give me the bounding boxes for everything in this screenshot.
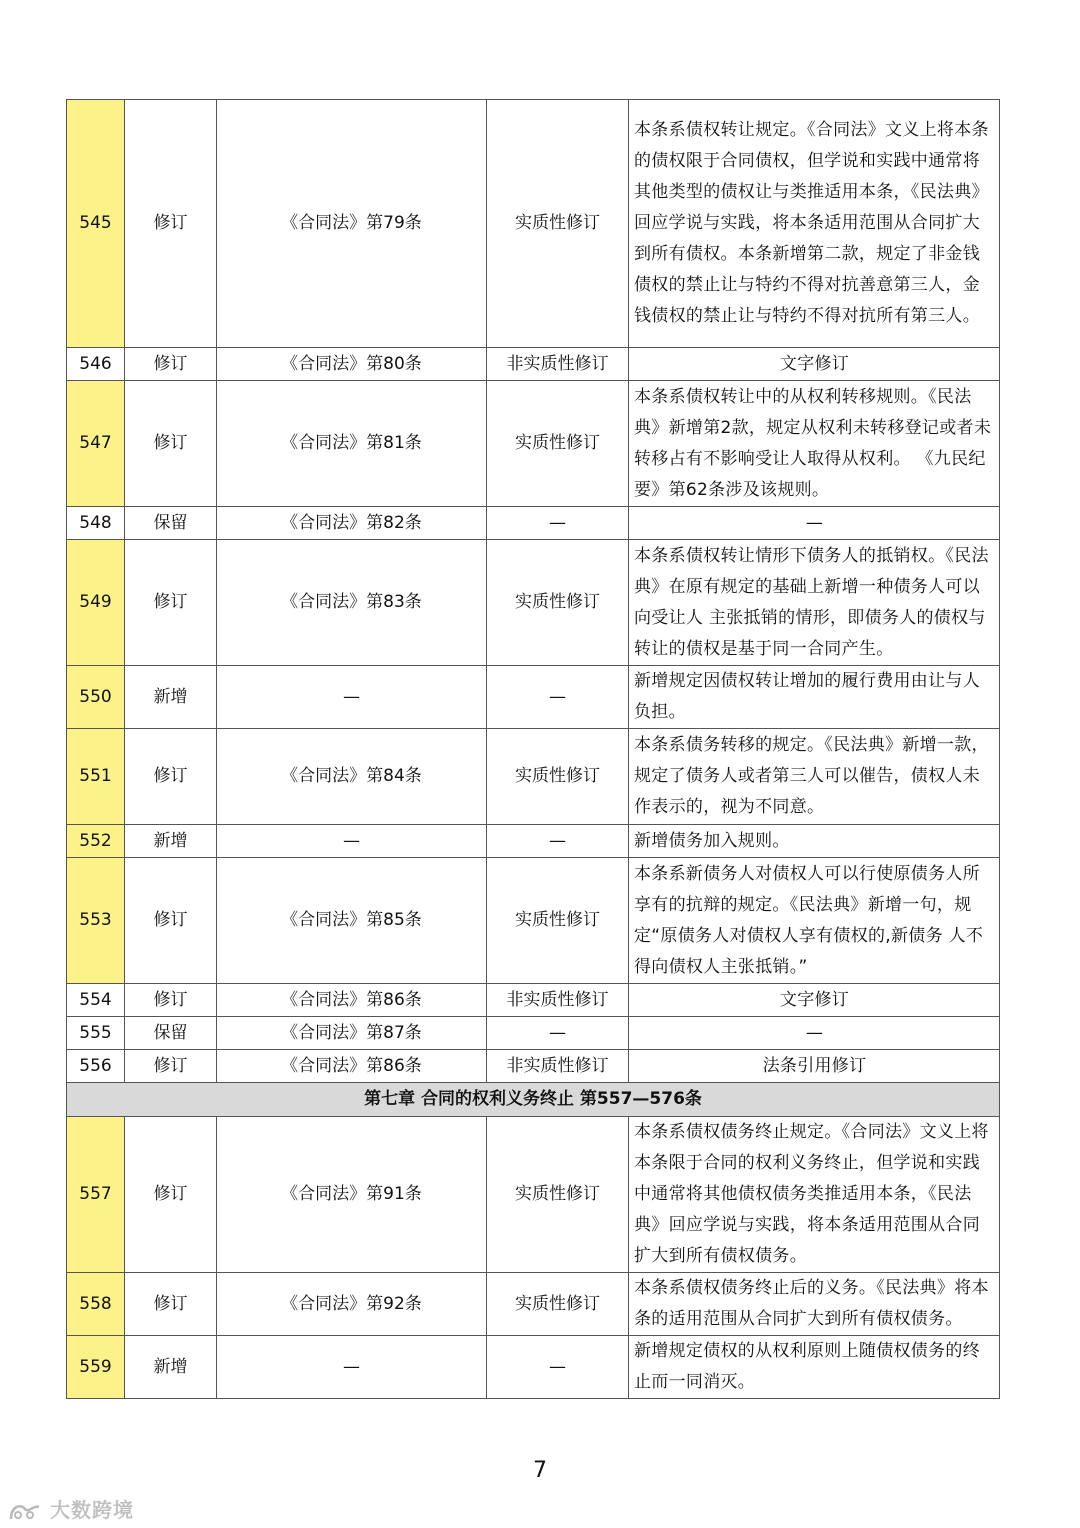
- change-type: 修订: [125, 348, 217, 381]
- table-row: [67, 1273, 1000, 1336]
- table-row: [67, 540, 1000, 666]
- table-row: [67, 507, 1000, 540]
- source-article: 《合同法》第80条: [217, 348, 487, 381]
- change-type: 新增: [125, 1336, 217, 1399]
- amendment-table: [66, 99, 1000, 1399]
- table-row: [67, 729, 1000, 825]
- article-number: 559: [67, 1336, 125, 1399]
- change-nature: 实质性修订: [487, 1117, 629, 1273]
- change-type: 修订: [125, 729, 217, 825]
- article-number: 552: [67, 825, 125, 858]
- table-row: [67, 666, 1000, 729]
- table-row: [67, 1336, 1000, 1399]
- source-article: 《合同法》第79条: [217, 100, 487, 348]
- change-type: 修订: [125, 858, 217, 984]
- source-article: 《合同法》第82条: [217, 507, 487, 540]
- change-description: 本条系新债务人对债权人可以行使原债务人所享有的抗辩的规定。《民法典》新增一句，规定“原债务人对债权人享有债权的,新债务 人不得向债权人主张抵销。”: [629, 858, 1000, 984]
- change-description: 本条系债权债务终止后的义务。《民法典》将本条的适用范围从合同扩大到所有债权债务。: [629, 1273, 1000, 1336]
- change-description: —: [629, 507, 1000, 540]
- source-article: 《合同法》第86条: [217, 984, 487, 1017]
- change-nature: 非实质性修订: [487, 1050, 629, 1083]
- change-type: 修订: [125, 1050, 217, 1083]
- change-description: 法条引用修订: [629, 1050, 1000, 1083]
- article-number: 548: [67, 507, 125, 540]
- article-number: 556: [67, 1050, 125, 1083]
- change-type: 修订: [125, 540, 217, 666]
- change-type: 修订: [125, 1117, 217, 1273]
- source-article: 《合同法》第86条: [217, 1050, 487, 1083]
- chapter-header-row: [67, 1083, 1000, 1117]
- table-row: [67, 1050, 1000, 1083]
- change-type: 新增: [125, 825, 217, 858]
- change-description: 新增债务加入规则。: [629, 825, 1000, 858]
- table-row: [67, 348, 1000, 381]
- change-nature: —: [487, 507, 629, 540]
- change-description: 本条系债权转让规定。《合同法》文义上将本条的债权限于合同债权，但学说和实践中通常将其他类型的债权让与类推适用本条，《民法典》回应学说与实践，将本条适用范围从合同扩大到所有债权。本条新增第二款，规定了非金钱债权的禁止让与特约不得对抗善意第三人，金钱债权的禁止让与特约不得对抗所有第三人。: [629, 100, 1000, 348]
- change-type: 保留: [125, 507, 217, 540]
- change-description: 本条系债权转让情形下债务人的抵销权。《民法典》在原有规定的基础上新增一种债务人可以向受让人 主张抵销的情形，即债务人的债权与转让的债权是基于同一合同产生。: [629, 540, 1000, 666]
- article-number: 557: [67, 1117, 125, 1273]
- change-type: 修订: [125, 1273, 217, 1336]
- change-nature: 实质性修订: [487, 729, 629, 825]
- table-row: [67, 1017, 1000, 1050]
- source-article: —: [217, 825, 487, 858]
- article-number: 546: [67, 348, 125, 381]
- change-type: 新增: [125, 666, 217, 729]
- source-article: —: [217, 666, 487, 729]
- change-type: 修订: [125, 100, 217, 348]
- change-description: 文字修订: [629, 348, 1000, 381]
- source-article: 《合同法》第83条: [217, 540, 487, 666]
- change-description: 本条系债权转让中的从权利转移规则。《民法典》新增第2款，规定从权利未转移登记或者未转移占有不影响受让人取得从权利。 《九民纪要》第62条涉及该规则。: [629, 381, 1000, 507]
- article-number: 550: [67, 666, 125, 729]
- change-nature: 非实质性修订: [487, 984, 629, 1017]
- change-type: 保留: [125, 1017, 217, 1050]
- article-number: 547: [67, 381, 125, 507]
- change-description: 新增规定债权的从权利原则上随债权债务的终止而一同消灭。: [629, 1336, 1000, 1399]
- table-row: [67, 100, 1000, 348]
- change-description: 新增规定因债权转让增加的履行费用由让与人负担。: [629, 666, 1000, 729]
- source-article: 《合同法》第81条: [217, 381, 487, 507]
- article-number: 545: [67, 100, 125, 348]
- table-row: [67, 984, 1000, 1017]
- article-number: 554: [67, 984, 125, 1017]
- change-nature: —: [487, 1336, 629, 1399]
- change-nature: —: [487, 825, 629, 858]
- source-article: 《合同法》第91条: [217, 1117, 487, 1273]
- change-nature: 实质性修订: [487, 381, 629, 507]
- source-article: 《合同法》第84条: [217, 729, 487, 825]
- change-nature: 实质性修订: [487, 100, 629, 348]
- change-nature: 非实质性修订: [487, 348, 629, 381]
- source-article: —: [217, 1336, 487, 1399]
- change-nature: —: [487, 1017, 629, 1050]
- change-description: 本条系债权债务终止规定。《合同法》文义上将本条限于合同的权利义务终止，但学说和实践中通常将其他债权债务类推适用本条，《民法典》回应学说与实践，将本条适用范围从合同扩大到所有债权债务。: [629, 1117, 1000, 1273]
- table-row: [67, 381, 1000, 507]
- watermark: [8, 1494, 134, 1523]
- change-nature: 实质性修订: [487, 540, 629, 666]
- table-row: [67, 858, 1000, 984]
- article-number: 553: [67, 858, 125, 984]
- article-number: 549: [67, 540, 125, 666]
- change-description: 文字修订: [629, 984, 1000, 1017]
- chapter-title: 第七章 合同的权利义务终止 第557—576条: [67, 1083, 1000, 1117]
- change-description: 本条系债务转移的规定。《民法典》新增一款，规定了债务人或者第三人可以催告，债权人未作表示的，视为不同意。: [629, 729, 1000, 825]
- change-description: —: [629, 1017, 1000, 1050]
- change-nature: —: [487, 666, 629, 729]
- page-number: 7: [533, 1458, 547, 1483]
- change-type: 修订: [125, 984, 217, 1017]
- source-article: 《合同法》第87条: [217, 1017, 487, 1050]
- article-number: 555: [67, 1017, 125, 1050]
- change-type: 修订: [125, 381, 217, 507]
- change-nature: 实质性修订: [487, 858, 629, 984]
- source-article: 《合同法》第92条: [217, 1273, 487, 1336]
- change-nature: 实质性修订: [487, 1273, 629, 1336]
- source-article: 《合同法》第85条: [217, 858, 487, 984]
- article-number: 558: [67, 1273, 125, 1336]
- watermark-logo-icon: [8, 1501, 42, 1523]
- table-row: [67, 825, 1000, 858]
- article-number: 551: [67, 729, 125, 825]
- watermark-text: 大数跨境: [49, 1498, 134, 1522]
- table-row: [67, 1117, 1000, 1273]
